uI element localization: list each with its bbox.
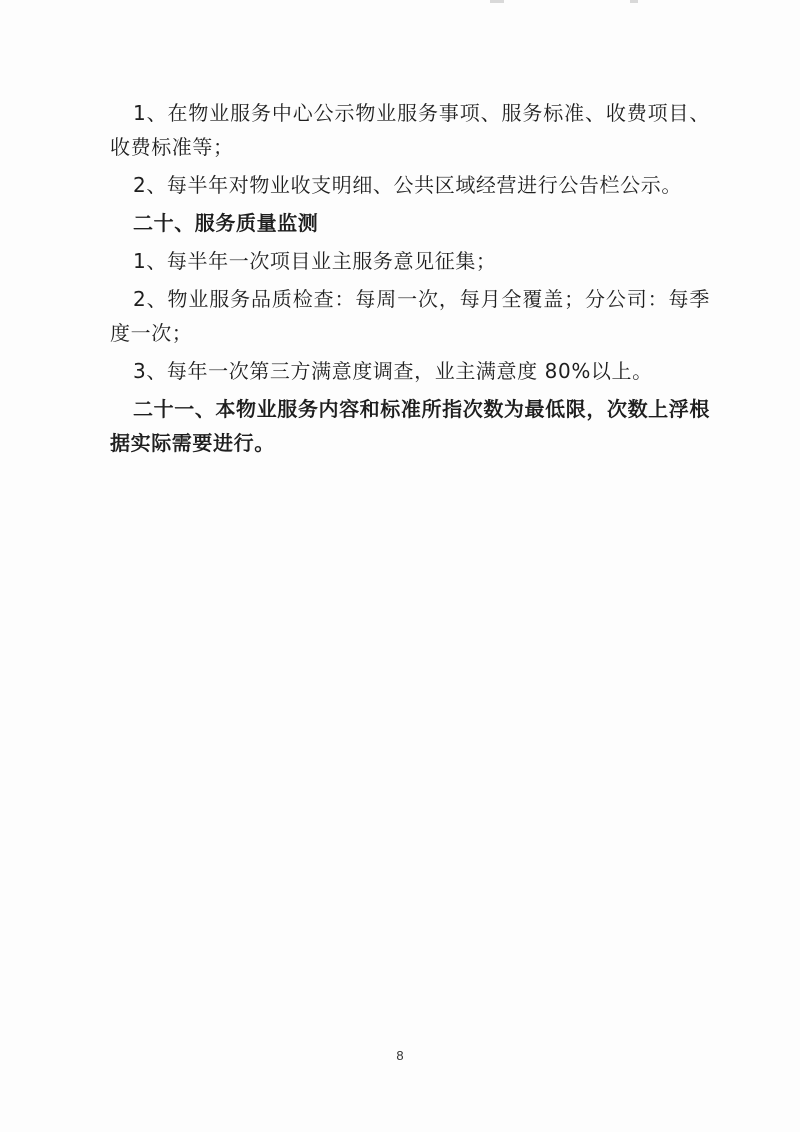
scan-artifact [630,0,638,3]
document-body [110,96,710,460]
paragraph-item-2b: 2、物业服务品质检查：每周一次，每月全覆盖；分公司：每季度一次； [110,287,710,345]
page-number: 8 [396,1048,404,1063]
paragraph-item-2: 2、每半年对物业收支明细、公共区域经营进行公告栏公示。 [133,173,682,197]
scan-artifact [490,0,504,3]
paragraph-item-3: 3、每年一次第三方满意度调查，业主满意度 80%以上。 [133,359,653,383]
section-heading-20: 二十、服务质量监测 [133,211,319,235]
section-heading-21: 二十一、本物业服务内容和标准所指次数为最低限，次数上浮根据实际需要进行。 [110,397,710,455]
paragraph-item-1b: 1、每半年一次项目业主服务意见征集； [133,249,497,273]
paragraph-item-1: 1、在物业服务中心公示物业服务事项、服务标准、收费项目、收费标准等； [110,101,710,159]
